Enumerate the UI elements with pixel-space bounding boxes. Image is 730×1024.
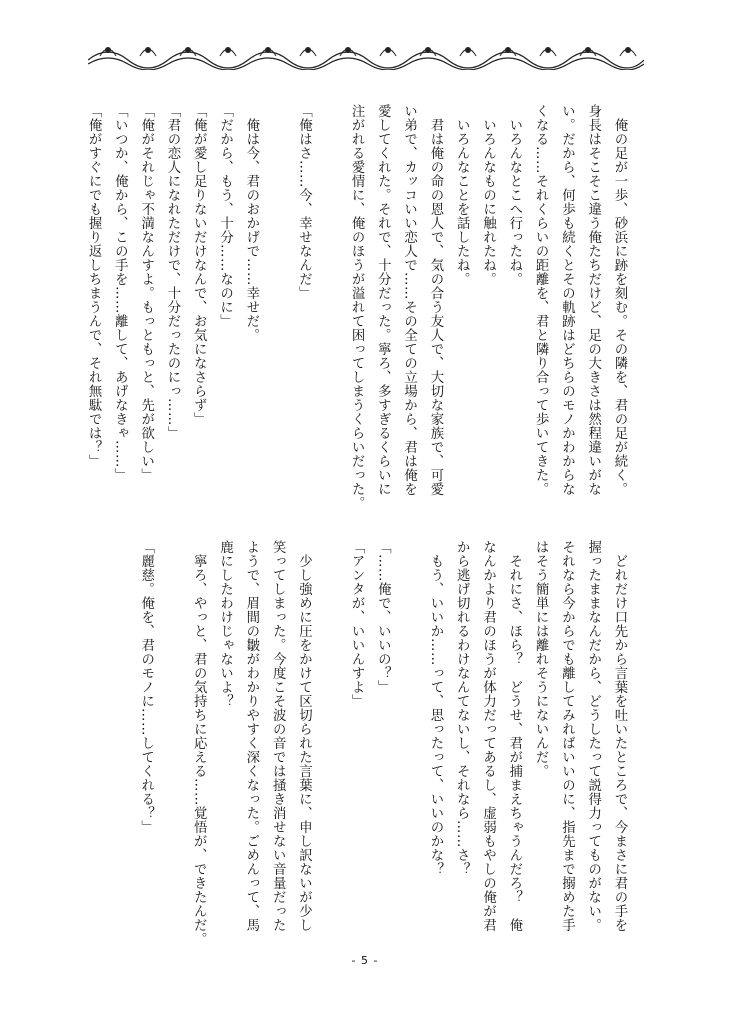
text-line: 身長はそこそこ違う俺たちだけど、足の大きさは然程違いがな xyxy=(585,104,601,496)
bottom-story-block xyxy=(132,540,632,950)
text-line: 「だから、もう、十分……なのに」 xyxy=(217,104,233,328)
text-line: どれだけ口先から言葉を吐いたところで、今まさに君の手を xyxy=(612,540,627,932)
text-line: 鹿にしたわけじゃないよ？ xyxy=(217,540,233,708)
text-line: 「俺がそれじゃ不満なんすよ。もっともっと、先が欲しい」 xyxy=(138,104,154,482)
text-line: 注がれる愛情に、俺のほうが溢れて困ってしまうくらいだった。 xyxy=(349,104,365,510)
text-line: 寧ろ、やっと、君の気持ちに応える……覚悟が、できたんだ。 xyxy=(191,540,207,946)
text-line: 「君の恋人になれただけで、十分だったのにっ……」 xyxy=(164,104,180,440)
paragraph-gap xyxy=(316,540,342,950)
text-line: 「……俺で、いいの？」 xyxy=(375,540,391,694)
text-line: 「俺はさ……今、幸せなんだ」 xyxy=(296,104,312,300)
text-line: 俺の足が一歩、砂浜に跡を刻む。その隣を、君の足が続く。 xyxy=(612,104,627,496)
paragraph-gap xyxy=(159,540,185,950)
paragraph-gap xyxy=(395,540,421,950)
text-line: い。だから、何歩も続くとその軌跡はどちらのモノかわからな xyxy=(559,104,575,496)
text-line: 「俺がすぐにでも握り返しちまうんで、それ無駄では？」 xyxy=(86,104,102,468)
text-line: それにさ、ほら？ どうせ、君が捕まえちゃうんだろ？ 俺 xyxy=(506,540,522,932)
text-line: いろんなとこへ行ったね。 xyxy=(506,104,522,286)
text-line: 「麗慈。俺を、君のモノに……してくれる？」 xyxy=(138,540,154,834)
text-line: 笑ってしまった。今度こそ波の音では掻き消せない音量だった xyxy=(270,540,286,932)
paragraph-gap xyxy=(264,104,290,504)
text-line: 「俺が愛し足りないだけなんで、お気になさらず」 xyxy=(191,104,207,426)
text-line: 愛してくれた。それで、十分だった。寧ろ、多すぎるくらいに xyxy=(375,104,391,496)
text-line: いろんなことを話したね。 xyxy=(454,104,470,286)
floral-vine-ornament xyxy=(88,38,644,70)
text-line: 「アンタが、いいんすよ」 xyxy=(349,540,365,708)
text-line: 君は俺の命の恩人で、気の合う友人で、大切な家族で、可愛 xyxy=(427,104,443,496)
text-line: い弟で、カッコいい恋人で……その全ての立場から、君は俺を xyxy=(401,104,417,496)
page-number: - 5 - xyxy=(351,954,379,967)
text-line: それなら今からでも離してみればいいのに、指先まで搦めた手 xyxy=(559,540,575,932)
text-line: いろんなものに触れたね。 xyxy=(480,104,496,286)
text-line: 少し強めに圧をかけて区切られた言葉に、申し訳ないが少し xyxy=(296,540,312,932)
top-story-block xyxy=(80,104,632,510)
paragraph-gap xyxy=(316,104,342,504)
text-line: から逃げ切れるわけなんてないし、それなら……さ？ xyxy=(454,540,470,876)
text-line: ようで、眉間の皺がわかりやすく深くなった。ごめんって、馬 xyxy=(243,540,259,932)
text-line: なんかより君のほうが体力だってあるし、虚弱もやしの俺が君 xyxy=(480,540,496,932)
text-line: 握ったままなんだから、どうしたって説得力ってものがない。 xyxy=(585,540,601,932)
text-line: はそう簡単には離れそうにないんだ。 xyxy=(533,540,549,778)
text-line: くなる……それくらいの距離を、君と隣り合って歩いてきた。 xyxy=(533,104,549,496)
text-line: もう、いいか……って、思ったって、いいのかな？ xyxy=(427,540,443,876)
text-line: 「いつか、俺から、この手を……離して、あげなきゃ……」 xyxy=(112,104,128,482)
text-line: 俺は今、君のおかげで……幸せだ。 xyxy=(243,104,259,342)
